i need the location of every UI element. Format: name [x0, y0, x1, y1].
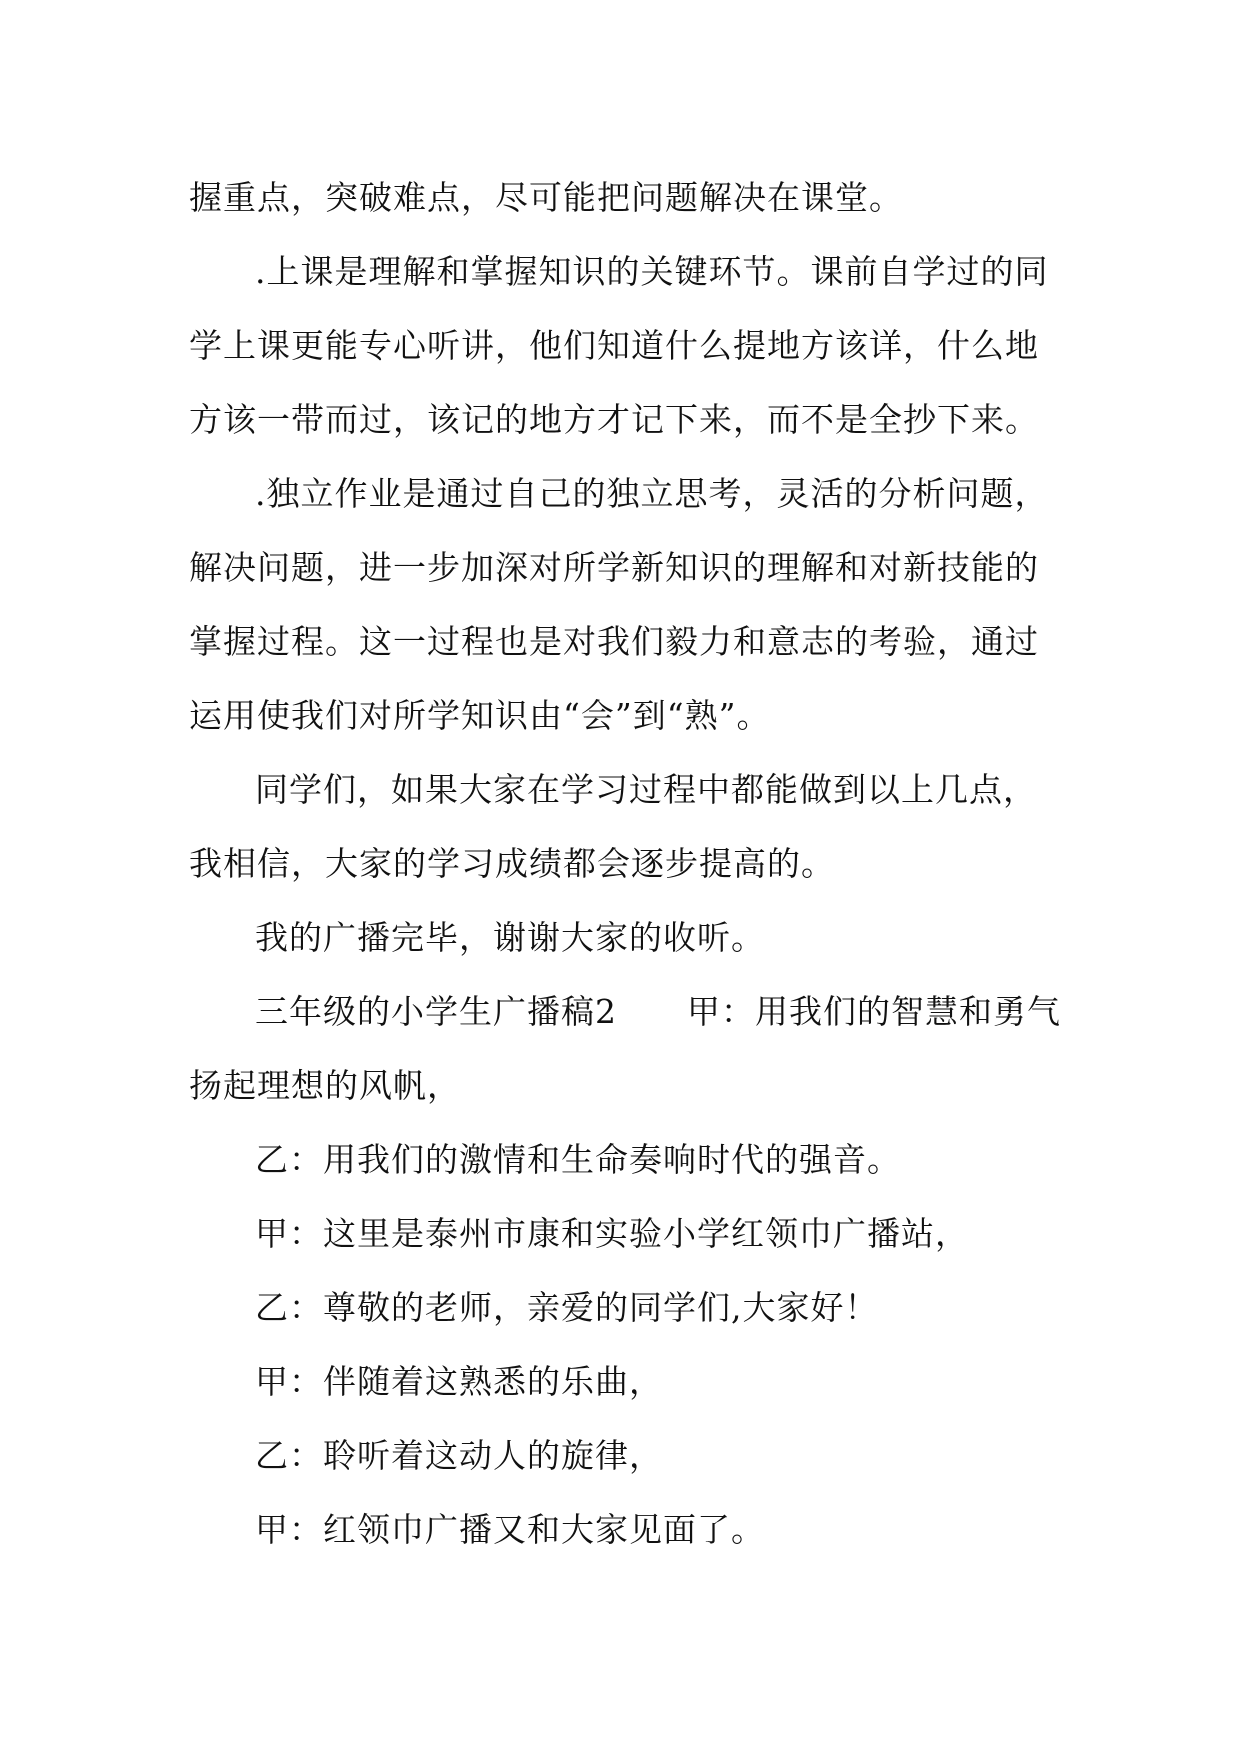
text-line: 乙：尊敬的老师，亲爱的同学们,大家好！: [255, 1288, 879, 1327]
text-line: 我的广播完毕，谢谢大家的收听。: [255, 918, 765, 957]
text-line: 握重点，突破难点，尽可能把问题解决在课堂。: [189, 178, 903, 217]
text-line: 扬起理想的风帆，: [189, 1066, 461, 1105]
text-line: 同学们，如果大家在学习过程中都能做到以上几点，: [255, 770, 1037, 809]
text-line: 乙：聆听着这动人的旋律，: [255, 1436, 663, 1475]
text-line: 运用使我们对所学知识由“会”到“熟”。: [189, 696, 771, 735]
text-line: 乙：用我们的激情和生命奏响时代的强音。: [255, 1140, 901, 1179]
text-line: 甲：这里是泰州市康和实验小学红领巾广播站，: [255, 1214, 969, 1253]
text-line: 学上课更能专心听讲，他们知道什么提地方该详，什么地: [189, 326, 1039, 365]
text-line: 解决问题，进一步加深对所学新知识的理解和对新技能的: [189, 548, 1039, 587]
text-line: 掌握过程。这一过程也是对我们毅力和意志的考验，通过: [189, 622, 1039, 661]
section-heading: 三年级的小学生广播稿2: [255, 992, 617, 1031]
text-line: 甲：红领巾广播又和大家见面了。: [255, 1510, 765, 1549]
text-line: [189, 975, 1059, 1049]
text-line: 甲：伴随着这熟悉的乐曲，: [255, 1362, 663, 1401]
dialogue-text: 甲：用我们的智慧和勇气: [687, 992, 1061, 1031]
document-body: [189, 161, 1059, 1567]
text-line: .上课是理解和掌握知识的关键环节。课前自学过的同: [255, 252, 1049, 291]
text-line: .独立作业是通过自己的独立思考，灵活的分析问题，: [255, 474, 1049, 513]
text-line: 方该一带而过，该记的地方才记下来，而不是全抄下来。: [189, 400, 1039, 439]
text-line: 我相信，大家的学习成绩都会逐步提高的。: [189, 844, 835, 883]
